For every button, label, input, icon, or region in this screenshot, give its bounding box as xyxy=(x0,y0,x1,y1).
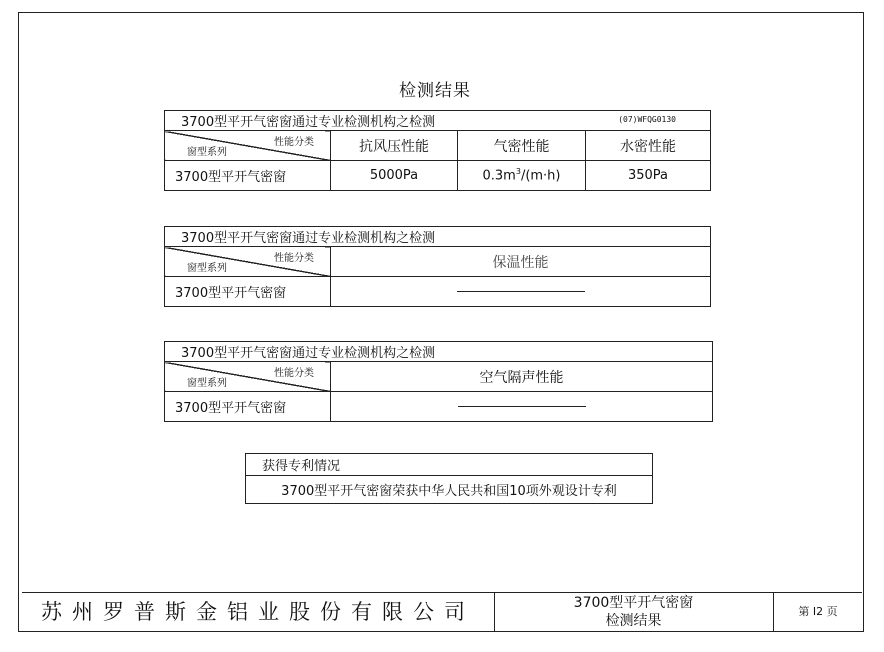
table3-value-empty xyxy=(331,392,713,422)
patent-caption: 获得专利情况 xyxy=(246,454,653,476)
table1-code: (07)WFQG0130 xyxy=(618,115,676,124)
patent-table xyxy=(245,453,653,504)
table1-diag-bottom: 窗型系列 xyxy=(187,147,227,158)
table1-header-wind: 抗风压性能 xyxy=(331,131,458,161)
table1-header-air: 气密性能 xyxy=(458,131,586,161)
air-value-prefix: 0.3m xyxy=(482,168,516,184)
table1-header-water: 水密性能 xyxy=(586,131,711,161)
table2-diag-top: 性能分类 xyxy=(274,253,314,264)
table1-caption: 3700型平开气密窗通过专业检测机构之检测 xyxy=(181,115,436,130)
table3-row-label: 3700型平开气密窗 xyxy=(165,392,331,422)
table2-value-empty xyxy=(331,277,711,307)
company-name: 苏州罗普斯金铝业股份有限公司 xyxy=(22,593,495,631)
table1-value-water: 350Pa xyxy=(586,161,711,191)
test-table-1 xyxy=(164,110,711,191)
table2-diagonal-header xyxy=(165,247,331,277)
doc-title-block xyxy=(494,593,774,631)
table3-caption: 3700型平开气密窗通过专业检测机构之检测 xyxy=(165,342,713,362)
table1-value-air xyxy=(458,161,586,191)
doc-title-line1: 3700型平开气密窗 xyxy=(573,595,694,611)
table3-diag-bottom: 窗型系列 xyxy=(187,378,227,389)
table1-diagonal-header xyxy=(165,131,331,161)
test-table-2 xyxy=(164,226,711,307)
table2-row-label: 3700型平开气密窗 xyxy=(165,277,331,307)
table2-header: 保温性能 xyxy=(331,247,711,277)
drawing-frame xyxy=(18,12,864,632)
air-value-suffix: /(m·h) xyxy=(520,168,561,184)
table2-diag-bottom: 窗型系列 xyxy=(187,263,227,274)
table2-caption: 3700型平开气密窗通过专业检测机构之检测 xyxy=(165,227,711,247)
patent-text: 3700型平开气密窗荣获中华人民共和国10项外观设计专利 xyxy=(246,476,653,504)
table1-row-label: 3700型平开气密窗 xyxy=(165,161,331,191)
empty-value-line xyxy=(457,291,585,292)
title-block xyxy=(22,592,862,630)
doc-title-line2: 检测结果 xyxy=(605,613,662,629)
empty-value-line xyxy=(458,406,586,407)
table1-caption-cell xyxy=(165,111,711,131)
table1-value-wind: 5000Pa xyxy=(331,161,458,191)
page-number: 第 I2 页 xyxy=(798,605,838,618)
air-value-sup: 3 xyxy=(515,167,521,177)
table3-diagonal-header xyxy=(165,362,331,392)
table3-header: 空气隔声性能 xyxy=(331,362,713,392)
table1-diag-top: 性能分类 xyxy=(274,137,314,148)
test-table-3 xyxy=(164,341,713,422)
page-title: 检测结果 xyxy=(399,81,471,101)
table3-diag-top: 性能分类 xyxy=(274,368,314,379)
